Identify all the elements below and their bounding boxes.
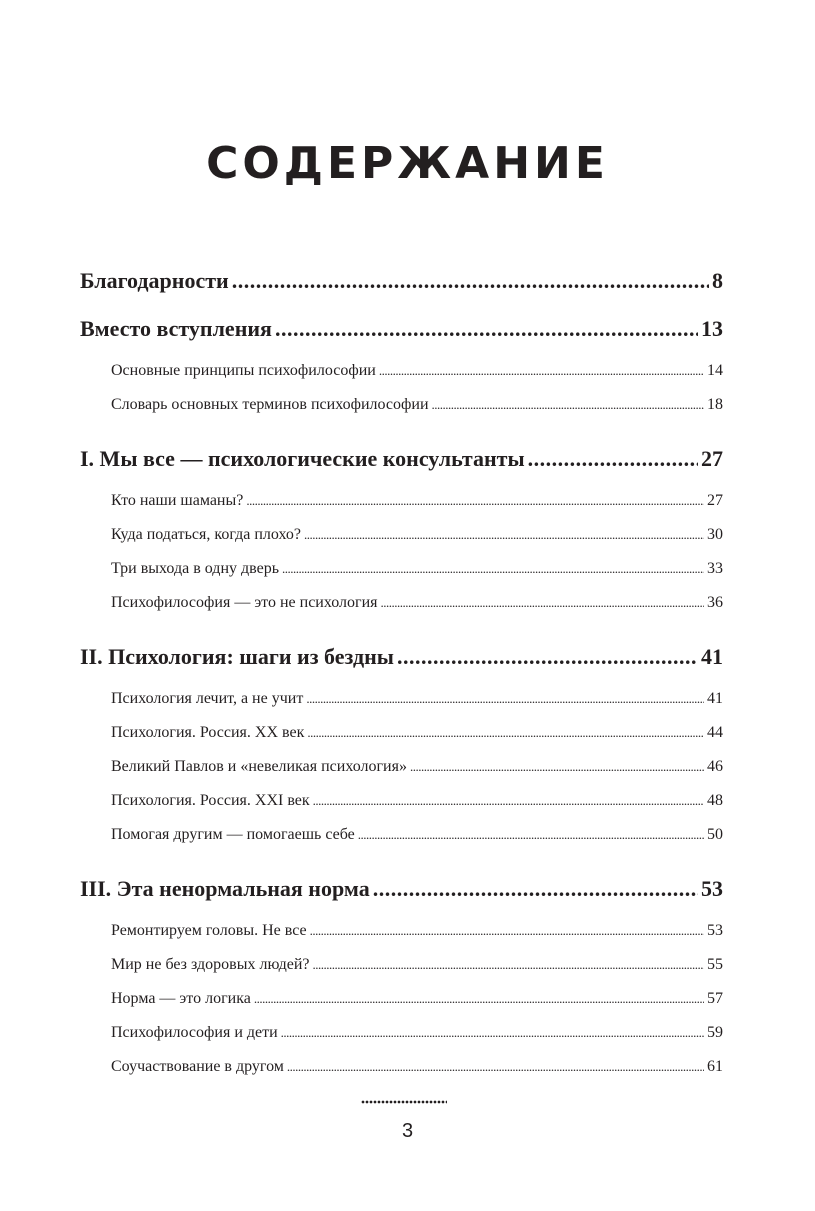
toc-entry-page: 53 xyxy=(701,876,723,901)
toc-entry-page: 41 xyxy=(701,644,723,669)
dot-leader xyxy=(397,644,698,670)
dot-leader xyxy=(275,316,698,342)
toc-entry-section xyxy=(80,724,723,742)
dot-leader xyxy=(310,923,704,939)
toc-entry-page: 36 xyxy=(707,594,723,611)
dot-leader xyxy=(313,793,704,809)
footer-dotted-rule xyxy=(361,1100,447,1104)
toc-entry-section xyxy=(80,922,723,940)
page-title: СОДЕРЖАНИЕ xyxy=(206,138,609,189)
toc-entry-introduction xyxy=(80,316,723,342)
toc-entry-page: 59 xyxy=(707,1024,723,1041)
toc-entry-section xyxy=(80,826,723,844)
toc-entry-page: 27 xyxy=(707,492,723,509)
toc-entry-section xyxy=(80,990,723,1008)
toc-entry-label: Психология. Россия. XX век xyxy=(111,724,305,741)
toc-entry-label: Три выхода в одну дверь xyxy=(111,560,279,577)
toc-entry-page: 44 xyxy=(707,724,723,741)
toc-entry-page: 50 xyxy=(707,826,723,843)
toc-entry-label: Мир не без здоровых людей? xyxy=(111,956,310,973)
toc-entry-page: 48 xyxy=(707,792,723,809)
toc-entry-page: 46 xyxy=(707,758,723,775)
toc-entry-label: Вместо вступления xyxy=(80,316,272,341)
toc-entry-page: 33 xyxy=(707,560,723,577)
dot-leader xyxy=(432,397,704,413)
toc-entry-label: Словарь основных терминов психофилософии xyxy=(111,396,429,413)
toc-entry-page: 14 xyxy=(707,362,723,379)
toc-entry-section xyxy=(80,1058,723,1076)
toc-entry-label: III. Эта ненормальная норма xyxy=(80,876,370,901)
dot-leader xyxy=(313,957,704,973)
dot-leader xyxy=(373,876,698,902)
toc-entry-label: I. Мы все — психологические консультанты xyxy=(80,446,525,471)
dot-leader xyxy=(358,827,704,843)
toc-entry-label: Основные принципы психофилософии xyxy=(111,362,376,379)
toc-entry-section xyxy=(80,396,723,414)
dot-leader xyxy=(306,691,704,707)
toc-entry-chapter-2 xyxy=(80,644,723,670)
toc-entry-section xyxy=(80,758,723,776)
toc-entry-page: 61 xyxy=(707,1058,723,1075)
toc-entry-label: Норма — это логика xyxy=(111,990,251,1007)
toc-entry-section xyxy=(80,792,723,810)
dot-leader xyxy=(381,595,705,611)
dot-leader xyxy=(282,561,704,577)
dot-leader xyxy=(307,725,704,741)
toc-entry-page: 41 xyxy=(707,690,723,707)
toc-entry-page: 30 xyxy=(707,526,723,543)
dot-leader xyxy=(379,363,704,379)
toc-entry-page: 55 xyxy=(707,956,723,973)
dot-leader xyxy=(304,527,704,543)
toc-entry-label: II. Психология: шаги из бездны xyxy=(80,644,394,669)
toc-entry-page: 53 xyxy=(707,922,723,939)
dot-leader xyxy=(281,1025,704,1041)
dot-leader xyxy=(232,268,709,294)
toc-entry-label: Кто наши шаманы? xyxy=(111,492,244,509)
dot-leader xyxy=(410,759,704,775)
toc-entry-label: Психология лечит, а не учит xyxy=(111,690,304,707)
toc-entry-label: Соучаствование в другом xyxy=(111,1058,284,1075)
dot-leader xyxy=(287,1059,704,1075)
dot-leader xyxy=(246,493,704,509)
toc-entry-acknowledgements xyxy=(80,268,723,294)
toc-entry-chapter-3 xyxy=(80,876,723,902)
toc-entry-section xyxy=(80,526,723,544)
toc-entry-section xyxy=(80,956,723,974)
toc-entry-section xyxy=(80,560,723,578)
toc-entry-page: 18 xyxy=(707,396,723,413)
toc-entry-section xyxy=(80,362,723,380)
toc-entry-label: Ремонтируем головы. Не все xyxy=(111,922,307,939)
dot-leader xyxy=(528,446,698,472)
toc-entry-page: 27 xyxy=(701,446,723,471)
toc-entry-section xyxy=(80,1024,723,1042)
toc-entry-section xyxy=(80,690,723,708)
page-number: 3 xyxy=(401,1120,414,1142)
toc-entry-page: 13 xyxy=(701,316,723,341)
toc-entry-section xyxy=(80,594,723,612)
toc-entry-label: Психофилософия и дети xyxy=(111,1024,278,1041)
toc-entry-label: Психофилософия — это не психология xyxy=(111,594,378,611)
toc-entry-label: Великий Павлов и «невеликая психология» xyxy=(111,758,407,775)
toc-entry-label: Психология. Россия. XXI век xyxy=(111,792,310,809)
dot-leader xyxy=(254,991,704,1007)
toc-entry-page: 57 xyxy=(707,990,723,1007)
toc-entry-label: Куда податься, когда плохо? xyxy=(111,526,301,543)
toc-entry-label: Помогая другим — помогаешь себе xyxy=(111,826,355,843)
toc-entry-page: 8 xyxy=(712,268,723,293)
toc-entry-label: Благодарности xyxy=(80,268,229,293)
toc-entry-chapter-1 xyxy=(80,446,723,472)
toc-entry-section xyxy=(80,492,723,510)
